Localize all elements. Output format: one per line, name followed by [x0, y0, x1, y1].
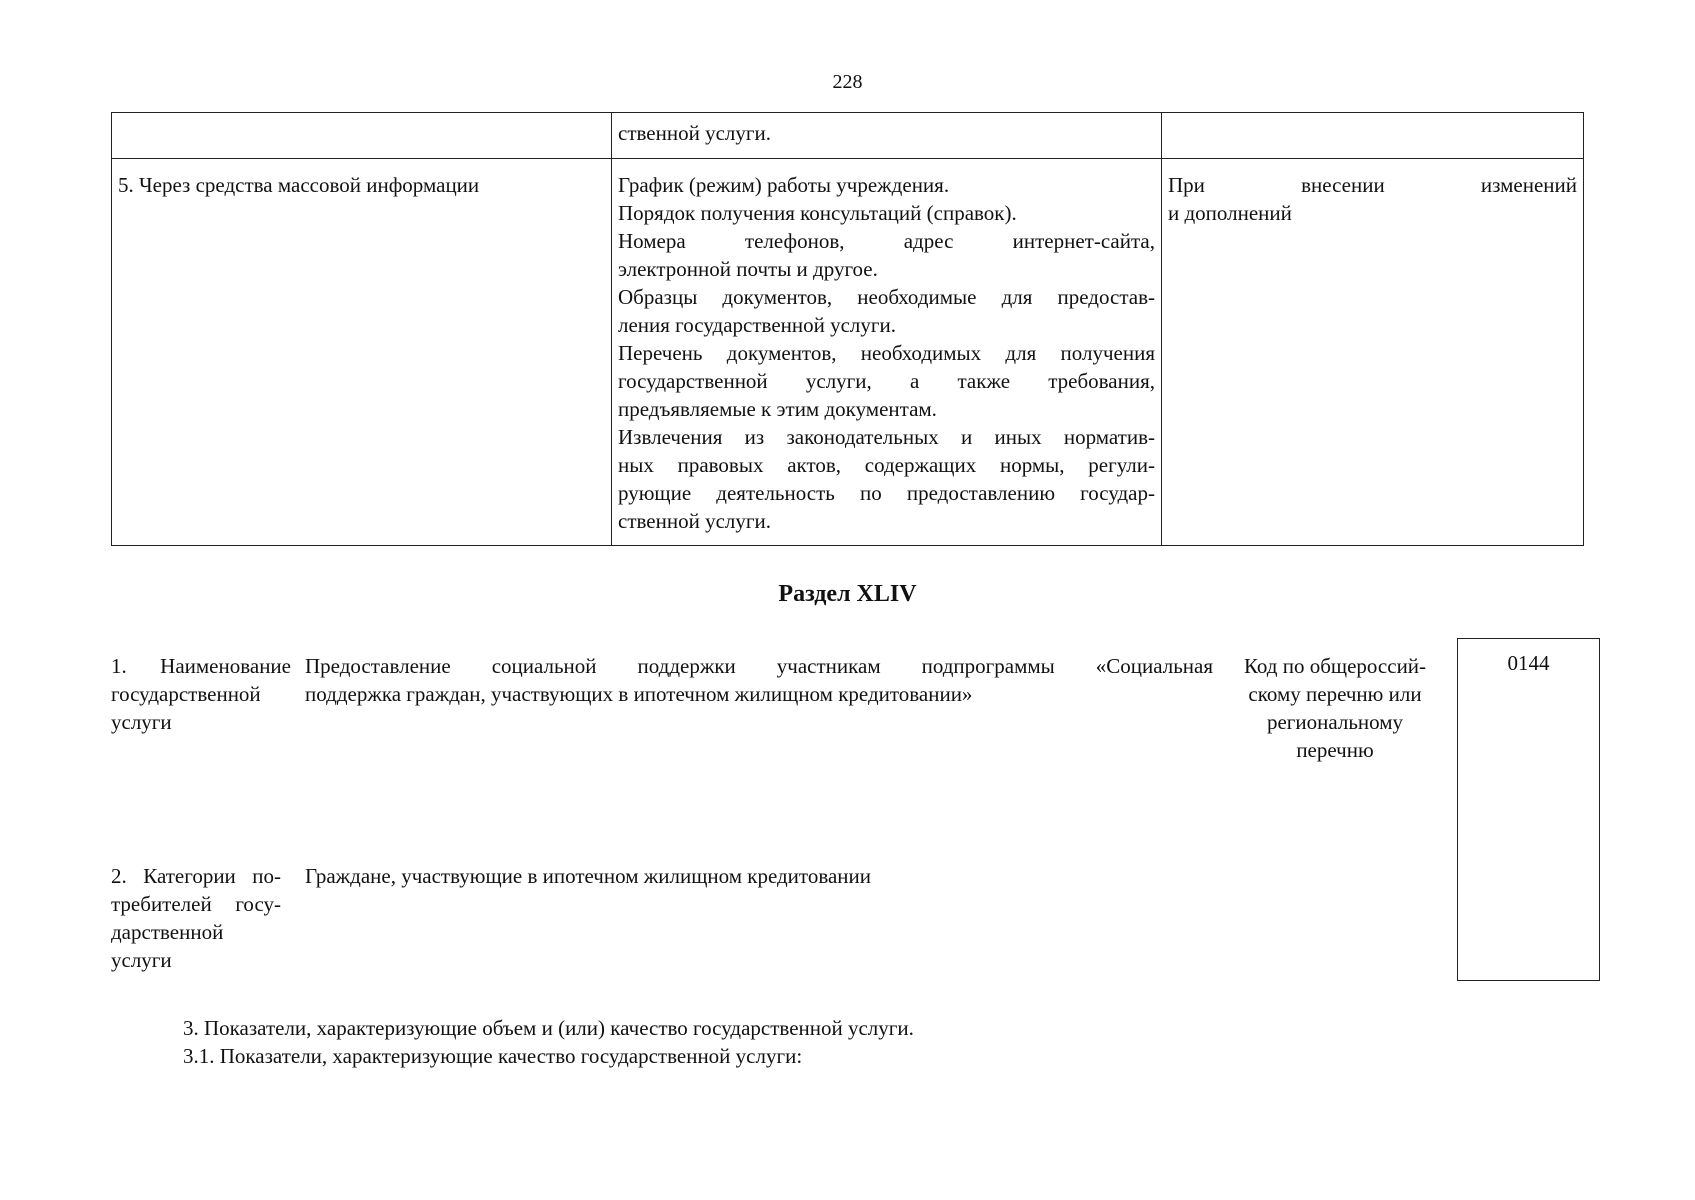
value-line: поддержка граждан, участвующих в ипотечном жилищном кредитовании»	[305, 682, 973, 706]
info-table	[111, 112, 1584, 546]
label-line: услуги	[111, 710, 172, 734]
cell-line: Порядок получения консультаций (справок).	[618, 201, 1017, 225]
cell-line: Номера телефонов, адрес интернет-сайта,	[618, 229, 1155, 253]
table-cell	[112, 113, 612, 159]
cell-line: ственной услуги.	[618, 509, 771, 533]
code-box	[1457, 638, 1600, 981]
field-label-service-name	[111, 652, 291, 736]
cell-line: ления государственной услуги.	[618, 313, 897, 337]
cell-line: рующие деятельность по предоставлению государ-	[618, 481, 1155, 505]
section-title: Раздел XLIV	[778, 581, 917, 607]
label-line: скому перечню или	[1248, 682, 1422, 706]
cell-line: При внесении изменений	[1168, 173, 1577, 197]
label-line: 1. Наименование	[111, 654, 291, 678]
table-cell	[1162, 159, 1584, 546]
code-value: 0144	[1507, 651, 1550, 675]
cell-line: предъявляемые к этим документам.	[618, 397, 937, 421]
table-cell	[1162, 113, 1584, 159]
label-line: государственной	[111, 682, 261, 706]
field-label-consumer-categories	[111, 862, 281, 974]
cell-line: электронной почты и другое.	[618, 257, 878, 281]
table-row	[112, 113, 1584, 159]
quality-indicators-heading: 3.1. Показатели, характеризующие качество государственной услуги:	[183, 1044, 803, 1068]
label-line: Код по общероссий-	[1243, 654, 1427, 678]
cell-line: ных правовых актов, содержащих нормы, регули-	[618, 453, 1155, 477]
table-cell	[612, 159, 1162, 546]
cell-line: Перечень документов, необходимых для получения	[618, 341, 1155, 365]
field-value-consumer-categories: Граждане, участвующие в ипотечном жилищном кредитовании	[305, 864, 871, 888]
code-label	[1230, 652, 1440, 764]
field-value-service-name	[305, 652, 1213, 708]
label-line: перечню	[1296, 738, 1374, 762]
page-number: 228	[832, 71, 863, 93]
label-line: дарственной	[111, 920, 224, 944]
cell-line: График (режим) работы учреждения.	[618, 173, 950, 197]
label-line: услуги	[111, 948, 172, 972]
value-line: Предоставление социальной поддержки участникам подпрограммы «Социальная	[305, 654, 1213, 678]
label-line: требителей госу-	[111, 892, 281, 916]
label-line: 2. Категории по-	[111, 864, 281, 888]
cell-line: Образцы документов, необходимые для предостав-	[618, 285, 1155, 309]
cell-line: и дополнений	[1168, 201, 1292, 225]
indicators-heading: 3. Показатели, характеризующие объем и (или) качество государственной услуги.	[183, 1016, 914, 1040]
cell-line: государственной услуги, а также требования,	[618, 369, 1155, 393]
cell-line: Извлечения из законодательных и иных норматив-	[618, 425, 1155, 449]
table-row	[112, 159, 1584, 546]
table-cell: ственной услуги.	[612, 113, 1162, 159]
table-cell: 5. Через средства массовой информации	[112, 159, 612, 546]
label-line: региональному	[1266, 710, 1404, 734]
